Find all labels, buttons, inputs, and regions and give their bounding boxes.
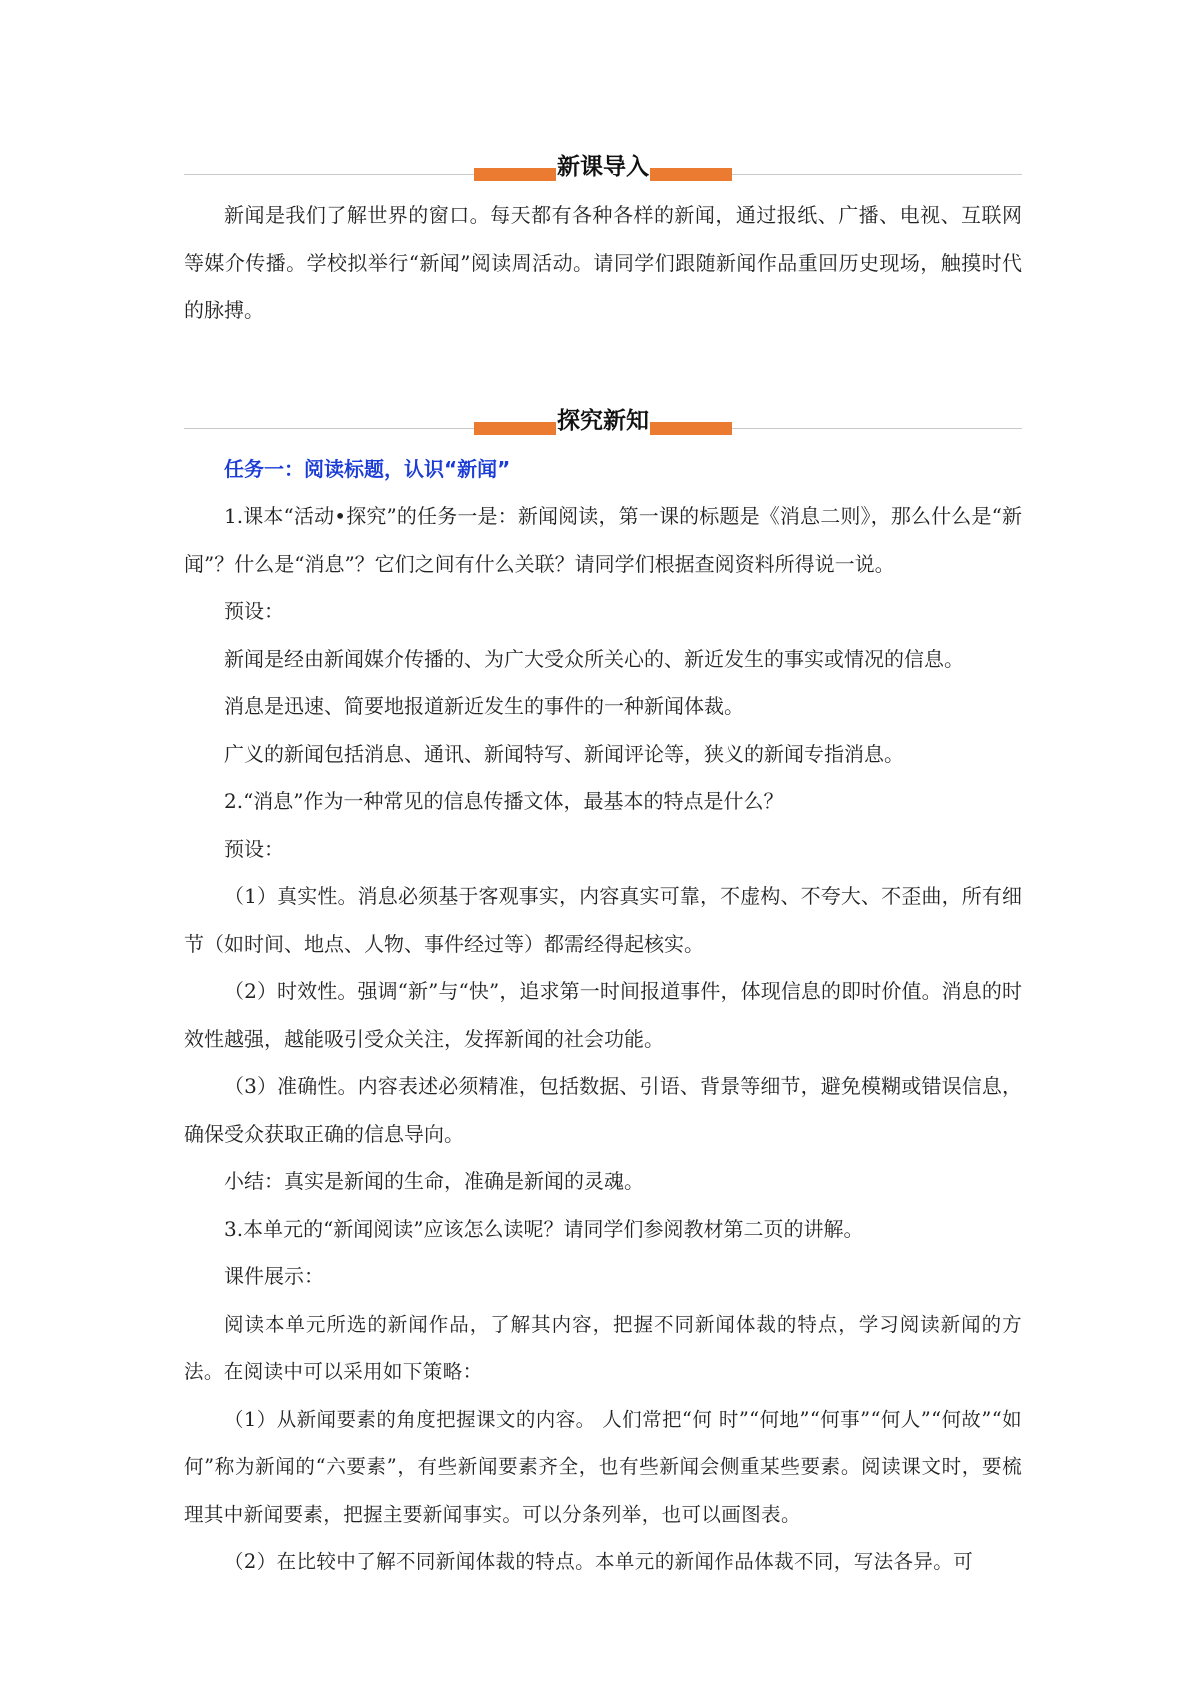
task-heading: 任务一：阅读标题，认识“新闻”: [224, 456, 511, 481]
body-paragraph: 2.“消息”作为一种常见的信息传播文体，最基本的特点是什么？: [224, 789, 784, 813]
summary-paragraph: 小结：真实是新闻的生命，准确是新闻的灵魂。: [224, 1169, 644, 1193]
body-paragraph: 3.本单元的“新闻阅读”应该怎么读呢？请同学们参阅教材第二页的讲解。: [224, 1216, 864, 1241]
body-paragraph: 预设：: [224, 599, 284, 623]
section-header-intro: [184, 148, 1022, 192]
courseware-paragraph: （1）从新闻要素的角度把握课文的内容。 人们常把“何 时”“何地”“何事”“何人”“何故”“如何”称为新闻的“六要素”，有些新闻要素齐全，也有些新闻会侧重某些要素。阅读课文时，要梳理其中新闻要素，把握主要新闻事实。可以分条列举，也可以画图表。: [184, 1407, 1022, 1526]
section-title: 探究新知: [556, 402, 650, 440]
body-paragraph: （3）准确性。内容表述必须精准，包括数据、引语、背景等细节，避免模糊或错误信息，确保受众获取正确的信息导向。: [184, 1074, 1022, 1146]
body-paragraph: （1）真实性。消息必须基于客观事实，内容真实可靠，不虚构、不夸大、不歪曲，所有细节（如时间、地点、人物、事件经过等）都需经得起核实。: [184, 884, 1022, 956]
section-title: 新课导入: [556, 148, 650, 186]
body-paragraph: 新闻是经由新闻媒介传播的、为广大受众所关心的、新近发生的事实或情况的信息。: [224, 646, 964, 671]
courseware-paragraph: （2）在比较中了解不同新闻体裁的特点。本单元的新闻作品体裁不同，写法各异。可: [224, 1550, 974, 1573]
body-paragraph: 广义的新闻包括消息、通讯、新闻特写、新闻评论等，狭义的新闻专指消息。: [224, 741, 904, 766]
section-header-explore: [184, 402, 1022, 446]
body-paragraph: 预设：: [224, 836, 284, 861]
intro-paragraph: 新闻是我们了解世界的窗口。每天都有各种各样的新闻，通过报纸、广播、电视、互联网等媒介传播。学校拟举行“新闻”阅读周活动。请同学们跟随新闻作品重回历史现场，触摸时代的脉搏。: [184, 203, 1022, 322]
document-content: [184, 0, 1022, 1586]
body-paragraph: 1.课本“活动•探究”的任务一是：新闻阅读，第一课的标题是《消息二则》，那么什么是“新闻”？什么是“消息”？它们之间有什么关联？请同学们根据查阅资料所得说一说。: [184, 504, 1022, 576]
body-paragraph: （2）时效性。强调“新”与“快”，追求第一时间报道事件，体现信息的即时价值。消息的时效性越强，越能吸引受众关注，发挥新闻的社会功能。: [184, 979, 1022, 1051]
body-paragraph: 消息是迅速、简要地报道新近发生的事件的一种新闻体裁。: [224, 694, 744, 718]
body-paragraph: 课件展示：: [224, 1264, 324, 1288]
courseware-paragraph: 阅读本单元所选的新闻作品，了解其内容，把握不同新闻体裁的特点，学习阅读新闻的方法。在阅读中可以采用如下策略：: [184, 1312, 1022, 1383]
